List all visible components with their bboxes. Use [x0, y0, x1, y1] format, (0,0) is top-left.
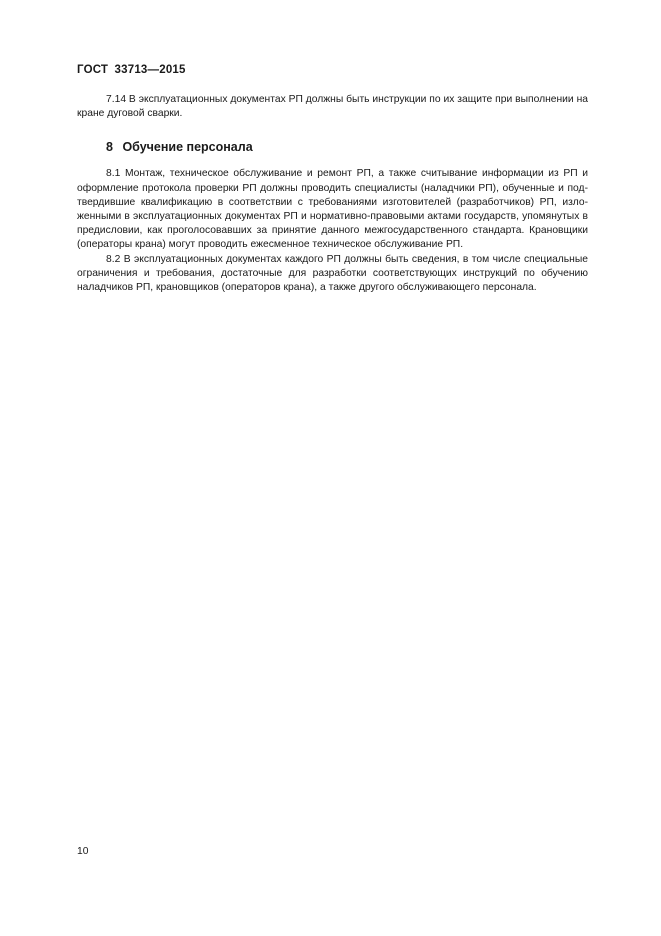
paragraph-8-2: 8.2 В эксплуатационных документах каждого РП должны быть сведения, в том числе специальные ограничения и требования, достаточные для разработки соответствующих инструкций по обучению наладчиков РП, крановщиков (операторов крана), а также другого обслуживающего персонала. [77, 253, 588, 294]
standard-designation: ГОСТ 33713—2015 [77, 64, 186, 76]
document-header [77, 64, 186, 76]
section-number: 8 [106, 140, 113, 155]
paragraph-7-14: 7.14 В эксплуатационных документах РП должны быть инструкции по их защите при выполнении на кране дуговой сварки. [77, 94, 588, 120]
page-content [77, 93, 588, 295]
page-number: 10 [77, 846, 89, 857]
paragraph-8-1: 8.1 Монтаж, техническое обслуживание и ремонт РП, а также считывание информации из РП и оформление протокола проверки РП должны проводить специалисты (наладчики РП), обученные и подтвердившие квалификацию в соответствии с требованиями изготовителей (разработчиков) РП, изложенными в эксплуатационных документах РП и нормативно-правовыми актами государств, упомянутых в предисловии, как проголосовавших за принятие данного межгосударственного стандарта. Крановщики (операторы крана) могут проводить ежесменное техническое обслуживание РП. [77, 168, 588, 251]
section-title: Обучение персонала [122, 140, 253, 155]
section-heading-8 [77, 139, 588, 155]
